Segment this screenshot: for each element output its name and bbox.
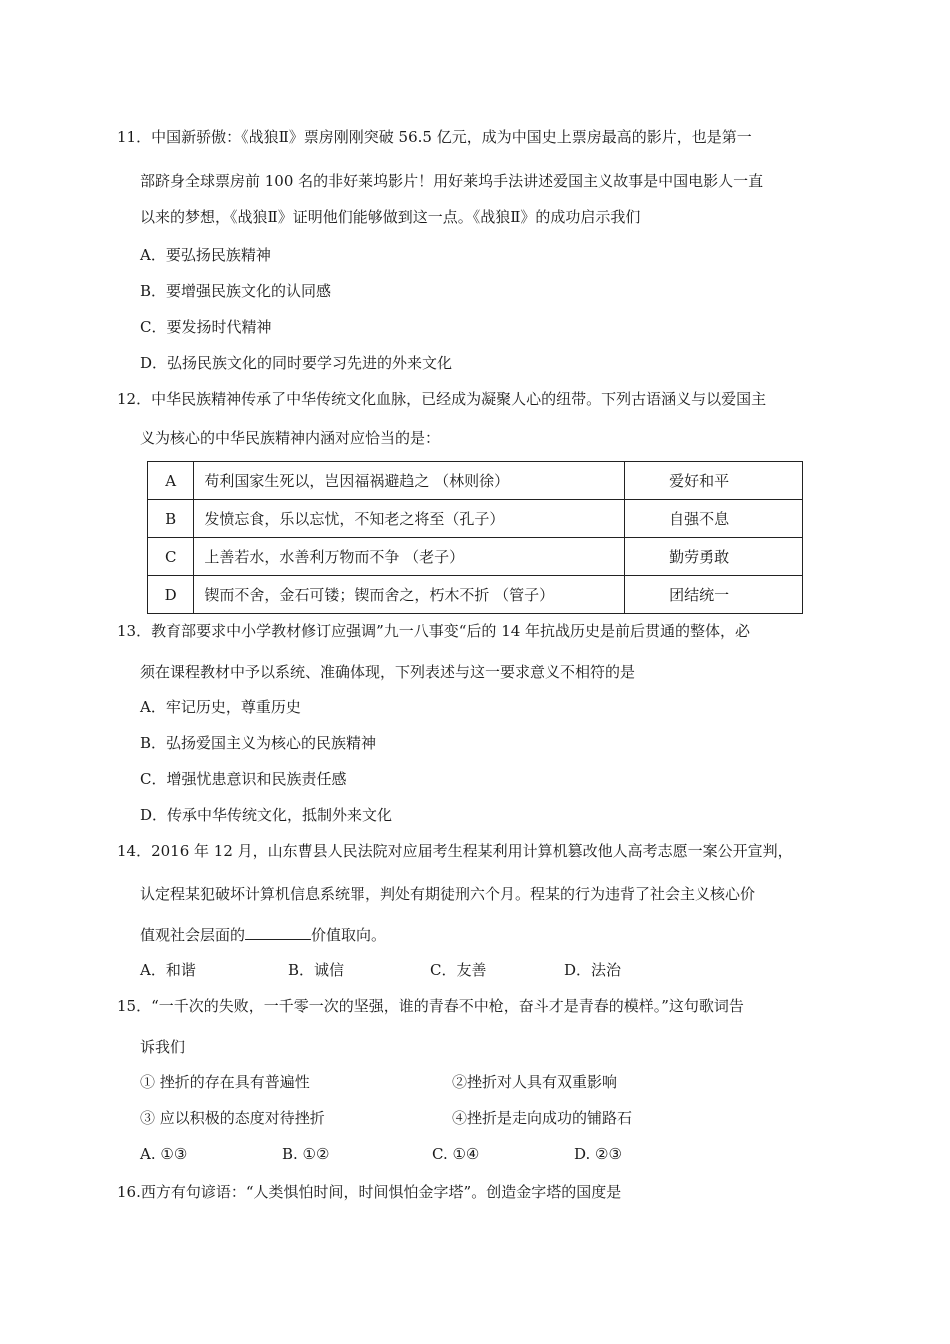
table-cell-spirit: 爱好和平 (625, 462, 803, 500)
q12-stem-line1: 12．中华民族精神传承了中华传统文化血脉，已经成为凝聚人心的纽带。下列古语涵义与以爱国主 (117, 390, 767, 408)
q15-item-4: ④挫折是走向成功的铺路石 (452, 1109, 633, 1127)
table-cell-quote: 苟利国家生死以，岂因福祸避趋之 （林则徐） (194, 462, 625, 500)
answer-blank (245, 925, 311, 940)
q14-stem-line1: 14．2016 年 12 月，山东曹县人民法院对应届考生程某利用计算机篡改他人高考志愿一案公开宣判， (117, 842, 793, 860)
q13-stem-line1: 13．教育部要求中小学教材修订应强调”九一八事变“后的 14 年抗战历史是前后贯通的整体，必 (117, 622, 751, 640)
q15-option-d: D. ②③ (574, 1145, 622, 1163)
q13-option-b: B．弘扬爱国主义为核心的民族精神 (140, 734, 377, 752)
q11-stem-line2: 部跻身全球票房前 100 名的非好莱坞影片！用好莱坞手法讲述爱国主义故事是中国电影人一直 (140, 172, 764, 190)
q14-option-c: C．友善 (430, 961, 487, 979)
table-cell-label: B (148, 500, 194, 538)
table-cell-spirit: 团结统一 (625, 576, 803, 614)
q14-option-a: A．和谐 (140, 961, 196, 979)
q15-stem-line1: 15．“一千次的失败，一千零一次的坚强，谁的青春不中枪，奋斗才是青春的模样。”这句歌词告 (117, 997, 744, 1015)
q15-option-c: C. ①④ (432, 1145, 480, 1163)
table-cell-quote: 上善若水，水善利万物而不争 （老子） (194, 538, 625, 576)
q11-option-d: D．弘扬民族文化的同时要学习先进的外来文化 (140, 354, 453, 372)
q15-item-1: ① 挫折的存在具有普遍性 (140, 1073, 310, 1091)
q15-stem-line2: 诉我们 (140, 1038, 186, 1056)
table-cell-label: A (148, 462, 194, 500)
q14-stem-line3 (140, 925, 386, 945)
table-cell-spirit: 勤劳勇敢 (625, 538, 803, 576)
q11-option-c: C．要发扬时代精神 (140, 318, 272, 336)
q13-option-a: A．牢记历史，尊重历史 (140, 698, 301, 716)
q14-stem-line3-post: 价值取向。 (311, 926, 387, 944)
q13-stem-line2: 须在课程教材中予以系统、准确体现，下列表述与这一要求意义不相符的是 (140, 663, 636, 681)
table-row (148, 538, 803, 576)
q15-option-a: A. ①③ (140, 1145, 188, 1163)
table-cell-spirit: 自强不息 (625, 500, 803, 538)
q11-stem-line1: 11．中国新骄傲：《战狼Ⅱ》票房刚刚突破 56.5 亿元，成为中国史上票房最高的影片，也是第一 (117, 128, 752, 146)
q13-option-d: D．传承中华传统文化，抵制外来文化 (140, 806, 393, 824)
q15-option-b: B. ①② (282, 1145, 330, 1163)
q13-option-c: C．增强忧患意识和民族责任感 (140, 770, 347, 788)
table-cell-label: D (148, 576, 194, 614)
table-row (148, 500, 803, 538)
table-cell-quote: 锲而不舍，金石可镂；锲而舍之，朽木不折 （管子） (194, 576, 625, 614)
table-cell-label: C (148, 538, 194, 576)
q14-option-b: B．诚信 (288, 961, 345, 979)
q15-item-2: ②挫折对人具有双重影响 (452, 1073, 618, 1091)
q14-stem-line3-pre: 值观社会层面的 (140, 926, 246, 944)
q11-option-b: B．要增强民族文化的认同感 (140, 282, 332, 300)
q14-option-d: D．法治 (564, 961, 622, 979)
q12-stem-line2: 义为核心的中华民族精神内涵对应恰当的是： (140, 429, 441, 447)
q12-options-table (147, 461, 803, 614)
q16-stem-line1: 16.西方有句谚语：“人类惧怕时间，时间惧怕金字塔”。创造金字塔的国度是 (117, 1183, 622, 1201)
q14-stem-line2: 认定程某犯破坏计算机信息系统罪，判处有期徒刑六个月。程某的行为违背了社会主义核心价 (140, 885, 756, 903)
table-row (148, 462, 803, 500)
table-cell-quote: 发愤忘食，乐以忘忧，不知老之将至（孔子） (194, 500, 625, 538)
q11-stem-line3: 以来的梦想，《战狼Ⅱ》证明他们能够做到这一点。《战狼Ⅱ》的成功启示我们 (140, 208, 641, 226)
q11-option-a: A．要弘扬民族精神 (140, 246, 271, 264)
table-row (148, 576, 803, 614)
q15-item-3: ③ 应以积极的态度对待挫折 (140, 1109, 325, 1127)
